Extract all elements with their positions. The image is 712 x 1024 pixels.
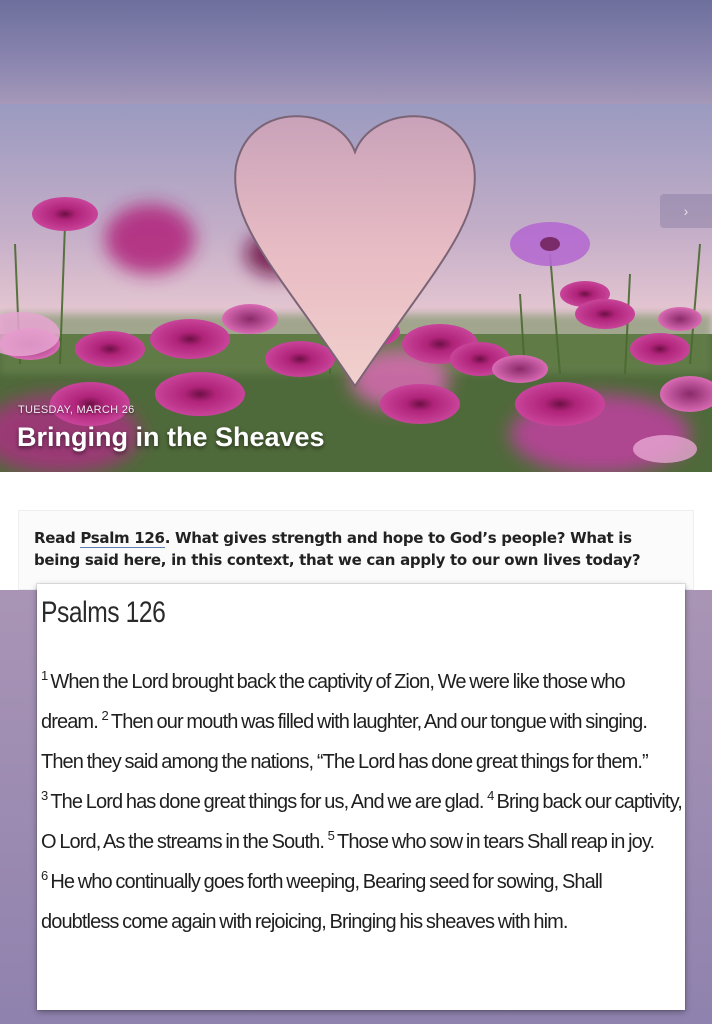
- post-title[interactable]: Bringing in the Sheaves: [17, 422, 325, 452]
- verse-number: 2: [101, 708, 108, 723]
- verse-number: 3: [41, 788, 48, 803]
- verse-number: 4: [487, 788, 494, 803]
- verse-number: 6: [41, 868, 48, 883]
- psalm-link[interactable]: Psalm 126: [80, 529, 165, 547]
- question-prefix: Read: [34, 529, 81, 547]
- verse-text: When the Lord brought back the captivity of Zion, We were like those who dream.: [41, 671, 625, 733]
- next-slide-button[interactable]: [660, 194, 712, 228]
- verse-text: Those who sow in tears Shall reap in joy.: [337, 831, 655, 853]
- question-text: [34, 527, 674, 571]
- verse-text: Bring back our captivity, O Lord, As the streams in the South.: [41, 791, 682, 853]
- top-background: [0, 0, 712, 104]
- question-body: . What gives strength and hope to God’s people? What is being said here, in this context, that we can apply to our own lives today?: [34, 529, 641, 569]
- question-card: [18, 510, 694, 590]
- verse-number: 5: [327, 828, 335, 843]
- psalm-heading: Psalms 126: [41, 596, 166, 629]
- heart-overlay: [230, 104, 480, 389]
- verse-text: He who continually goes forth weeping, Bearing seed for sowing, Shall doubtless come again with rejoicing, Bringing his sheaves with him.: [41, 871, 602, 933]
- verse-text: The Lord has done great things for us, And we are glad.: [50, 791, 484, 813]
- hero-banner[interactable]: [0, 104, 712, 472]
- psalm-text: [41, 662, 682, 942]
- psalm-image: [37, 584, 685, 1010]
- chevron-right-icon: ›: [683, 203, 689, 219]
- verse-text: Then our mouth was filled with laughter, And our tongue with singing. Then they said among the nations, “The Lord has done great things for them.”: [41, 711, 648, 773]
- verse-number: 1: [41, 668, 48, 683]
- post-date: TUESDAY, MARCH 26: [18, 404, 135, 416]
